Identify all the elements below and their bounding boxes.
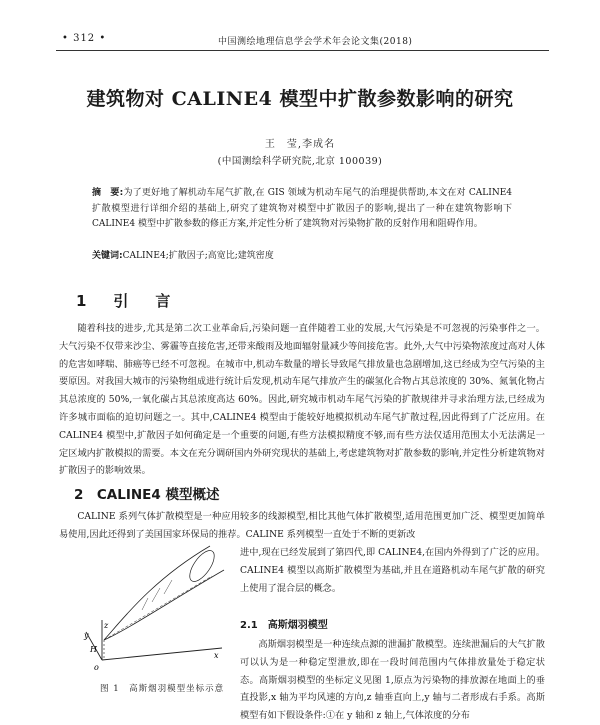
affiliation: (中国测绘科学研究院,北京 100039) xyxy=(217,156,383,167)
abstract xyxy=(92,186,512,233)
page-number: • 312 • xyxy=(62,33,107,44)
section-2-heading: 2 CALINE4 模型概述 xyxy=(74,487,220,503)
keywords-text: CALINE4;扩散因子;高宽比;建筑密度 xyxy=(122,251,274,261)
plume-centerline xyxy=(104,576,212,640)
subsection-2-1-heading: 2.1 高斯烟羽模型 xyxy=(240,620,328,631)
h-label: H xyxy=(90,645,97,654)
section-2-paragraph-a: CALINE 系列气体扩散模型是一种应用较多的线源模型,相比其他气体扩散模型,适用范围更加广泛、模型更加简单易使用,因此还得到了美国国家环保局的推荐。CALINE 系列模型一直处于不断的更新改 xyxy=(59,511,545,540)
section-2-paragraph-b: 进中,现在已经发展到了第四代,即 CALINE4,在国内外得到了广泛的应用。CALINE4 模型以高斯扩散模型为基础,并且在道路机动车尾气扩散的研究上使用了混合层的概念。 xyxy=(240,547,545,594)
gaussian-plume-figure xyxy=(82,540,232,676)
running-header: 中国测绘地理信息学会学术年会论文集(2018) xyxy=(218,37,413,47)
section-1-heading: 1 引 言 xyxy=(76,292,177,310)
plume-cross-section xyxy=(185,547,219,586)
keywords xyxy=(92,248,512,261)
abstract-label: 摘 要: xyxy=(92,188,124,198)
abstract-text: 为了更好地了解机动车尾气扩散,在 GIS 领域为机动车尾气的治理提供帮助,本文在对 CALINE4 扩散模型进行详细介绍的基础上,研究了建筑物对模型中扩散因子的影响,提出了一种在建筑物影响下 CALINE4 模型中扩散参数的修正方案,并定性分析了建筑物对污染物扩散的反射作用和阻碍作用。 xyxy=(92,188,512,229)
subsection-2-1-paragraph: 高斯烟羽模型是一种连续点源的泄漏扩散模型。连续泄漏后的大气扩散可以认为是一种稳定型泄放,即在一段时间范围内气体排放量处于稳定状态。高斯烟羽模型的坐标定义见图 1,原点为污染物的排放源在地面上的垂直投影,x 轴为平均风速的方向,z 轴垂直向上,y 轴与二者形成右手系。高斯模型有如下假设条件:①在 y 轴和 z 轴上,气体浓度的分布 xyxy=(240,639,545,722)
keywords-label: 关键词: xyxy=(92,251,123,261)
section-1-paragraph: 随着科技的进步,尤其是第二次工业革命后,污染问题一直伴随着工业的发展,大气污染是不可忽视的污染事件之一。大气污染不仅带来沙尘、雾霾等直接危害,还带来酸雨及地面辐射量减少等间接危害。此外,大气中污染物浓度过高对人体的危害如哮喘、肺癌等已经不可忽视。在城市中,机动车数量的增长导致尾气排放量也急剧增加,这已经成为空气污染的主要原因。对我国大城市的污染物组成进行统计后发现,机动车尾气排放产生的碳氢化合物占其总浓度的 30%、氮氧化物占其总浓度的 50%,一氧化碳占其总浓度高达 60%。因此,研究城市机动车尾气污染的扩散规律并寻求治理方法,已经成为许多城市面临的迫切问题之一。其中,CALINE4 模型由于能较好地模拟机动车尾气扩散过程,因此得到了广泛应用。在 CALINE4 模型中,扩散因子如何确定是一个重要的问题,有些方法模拟精度不够,而有些方法仅适用范围太小无法满足一定区域内扩散模拟的需要。本文在充分调研国内外研究现状的基础上,考虑建筑物对扩散参数的影响,并定性分析建筑物对扩散因子的影响效果。 xyxy=(59,323,545,477)
authors: 王 莹,李成名 xyxy=(264,139,336,150)
z-axis-label: z xyxy=(104,621,109,630)
paper-title: 建筑物对 CALINE4 模型中扩散参数影响的研究 xyxy=(86,88,514,110)
x-axis xyxy=(102,648,222,660)
figure-caption: 图 1 高斯烟羽模型坐标示意 xyxy=(100,684,225,694)
origin-label: o xyxy=(94,663,99,672)
y-axis-label: y xyxy=(84,631,89,640)
header-rule xyxy=(56,50,549,51)
x-axis-label: x xyxy=(214,651,219,660)
